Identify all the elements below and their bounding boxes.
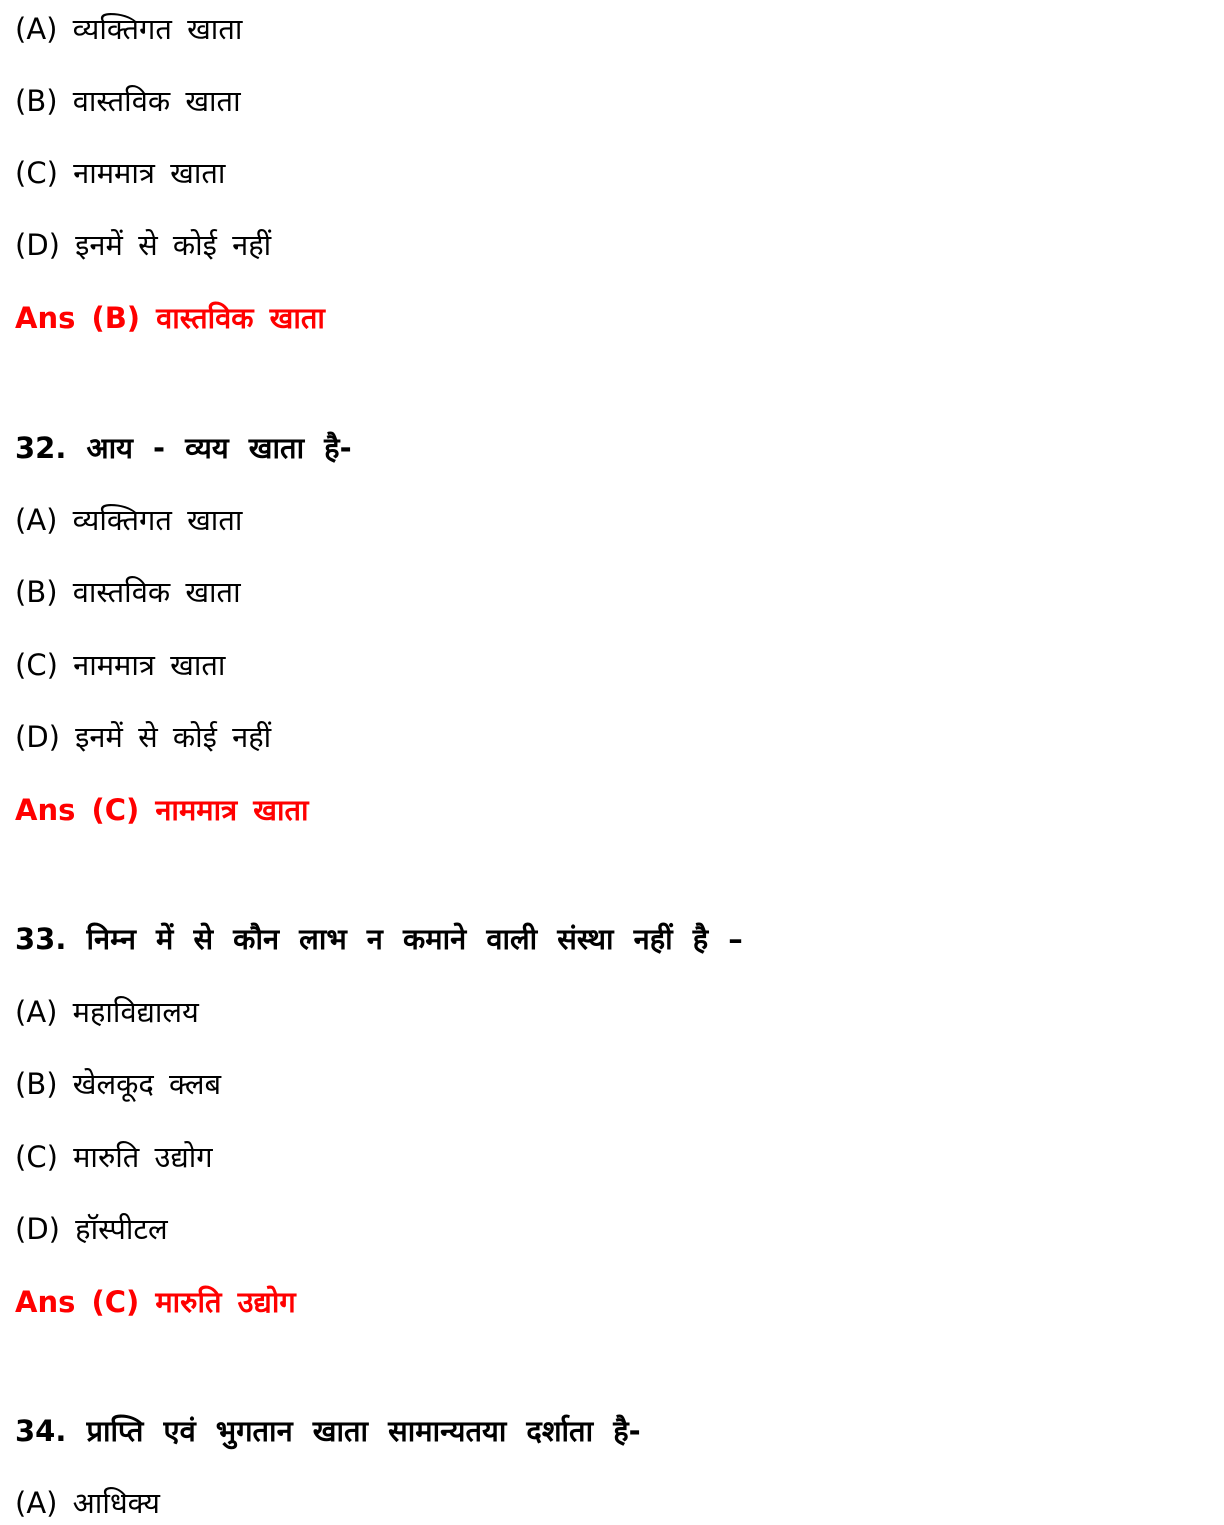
q32-answer: Ans (C) नाममात्र खाता [15,793,309,827]
q32-question: 32. आय - व्यय खाता है- [15,431,352,465]
q33-question: 33. निम्न में से कौन लाभ न कमाने वाली संस्था नहीं है – [15,922,743,956]
q34-option-a: (A) आधिक्य [15,1486,161,1520]
q32-option-d: (D) इनमें से कोई नहीं [15,720,272,754]
q33-option-a: (A) महाविद्यालय [15,995,199,1029]
q31-answer: Ans (B) वास्तविक खाता [15,301,325,335]
q32-option-b: (B) वास्तविक खाता [15,575,241,609]
q31-option-a: (A) व्यक्तिगत खाता [15,12,243,46]
q33-option-c: (C) मारुति उद्योग [15,1140,213,1174]
q33-option-b: (B) खेलकूद क्लब [15,1067,222,1101]
q33-option-d: (D) हॉस्पीटल [15,1212,168,1246]
q31-option-d: (D) इनमें से कोई नहीं [15,228,272,262]
q33-answer: Ans (C) मारुति उद्योग [15,1285,296,1319]
q31-option-b: (B) वास्तविक खाता [15,84,241,118]
q34-question: 34. प्राप्ति एवं भुगतान खाता सामान्यतया दर्शाता है- [15,1414,641,1448]
q32-option-c: (C) नाममात्र खाता [15,648,226,682]
q32-option-a: (A) व्यक्तिगत खाता [15,503,243,537]
q31-option-c: (C) नाममात्र खाता [15,156,226,190]
